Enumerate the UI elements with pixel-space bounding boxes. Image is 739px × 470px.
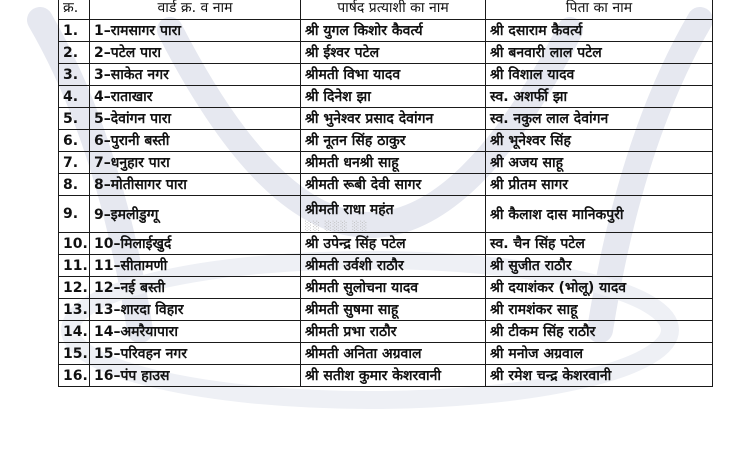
cell-father: श्री अजय साहू: [486, 152, 713, 174]
cell-father: श्री सुजीत राठौर: [486, 255, 713, 277]
cell-candidate: श्री भुनेश्वर प्रसाद देवांगन: [301, 108, 486, 130]
cell-serial: 9.: [59, 196, 90, 233]
header-father: पिता का नाम: [486, 0, 713, 20]
cell-serial: 5.: [59, 108, 90, 130]
table-row: [59, 130, 713, 152]
candidate-table: [58, 0, 713, 387]
cell-ward: 1–रामसागर पारा: [90, 20, 301, 42]
cell-serial: 6.: [59, 130, 90, 152]
cell-candidate: श्री युगल किशोर कैवर्त्य: [301, 20, 486, 42]
blurred-text-artifact: ░░ ░░░ ░░: [305, 222, 369, 232]
cell-candidate: श्री सतीश कुमार केशरवानी: [301, 365, 486, 387]
cell-serial: 16.: [59, 365, 90, 387]
table-row: [59, 42, 713, 64]
cell-candidate: श्रीमती सुषमा साहू: [301, 299, 486, 321]
cell-serial: 14.: [59, 321, 90, 343]
table-row: [59, 174, 713, 196]
table-row: [59, 343, 713, 365]
cell-father: स्व. चैन सिंह पटेल: [486, 233, 713, 255]
cell-ward: 13–शारदा विहार: [90, 299, 301, 321]
cell-father: श्री मनोज अग्रवाल: [486, 343, 713, 365]
cell-candidate: श्री उपेन्द्र सिंह पटेल: [301, 233, 486, 255]
cell-father: श्री टीकम सिंह राठौर: [486, 321, 713, 343]
cell-father: श्री दयाशंकर (भोलू) यादव: [486, 277, 713, 299]
cell-father: श्री दसाराम कैवर्त्य: [486, 20, 713, 42]
table-row: [59, 86, 713, 108]
table-row: [59, 20, 713, 42]
cell-serial: 3.: [59, 64, 90, 86]
cell-serial: 13.: [59, 299, 90, 321]
cell-serial: 8.: [59, 174, 90, 196]
cell-candidate: श्री ईश्वर पटेल: [301, 42, 486, 64]
cell-ward: 6–पुरानी बस्ती: [90, 130, 301, 152]
cell-ward: 16–पंप हाउस: [90, 365, 301, 387]
table-row: [59, 233, 713, 255]
header-ward: वार्ड क्र. व नाम: [90, 0, 301, 20]
table-header-row: [59, 0, 713, 20]
cell-serial: 7.: [59, 152, 90, 174]
cell-candidate: श्रीमती उर्वशी राठौर: [301, 255, 486, 277]
header-serial: क्र.: [59, 0, 90, 20]
table-row: [59, 365, 713, 387]
cell-father: श्री भूनेश्वर सिंह: [486, 130, 713, 152]
cell-father: श्री कैलाश दास मानिकपुरी: [486, 196, 713, 233]
cell-father: स्व. अशर्फी झा: [486, 86, 713, 108]
cell-ward: 4–राताखार: [90, 86, 301, 108]
cell-serial: 11.: [59, 255, 90, 277]
cell-candidate: श्री दिनेश झा: [301, 86, 486, 108]
cell-candidate: [301, 196, 486, 233]
cell-serial: 2.: [59, 42, 90, 64]
table-row: [59, 196, 713, 233]
table-row: [59, 64, 713, 86]
cell-father: श्री बनवारी लाल पटेल: [486, 42, 713, 64]
cell-ward: 5–देवांगन पारा: [90, 108, 301, 130]
cell-ward: 10–मिलाईखुर्द: [90, 233, 301, 255]
cell-ward: 11–सीतामणी: [90, 255, 301, 277]
cell-candidate: श्री नूतन सिंह ठाकुर: [301, 130, 486, 152]
cell-ward: 15–परिवहन नगर: [90, 343, 301, 365]
cell-father: श्री रामशंकर साहू: [486, 299, 713, 321]
cell-father: स्व. नकुल लाल देवांगन: [486, 108, 713, 130]
cell-ward: 7–धनुहार पारा: [90, 152, 301, 174]
cell-serial: 10.: [59, 233, 90, 255]
cell-serial: 15.: [59, 343, 90, 365]
cell-serial: 1.: [59, 20, 90, 42]
cell-ward: 2–पटेल पारा: [90, 42, 301, 64]
cell-ward: 3–साकेत नगर: [90, 64, 301, 86]
cell-serial: 12.: [59, 277, 90, 299]
cell-father: श्री विशाल यादव: [486, 64, 713, 86]
cell-ward: 9–इमलीडुग्गू: [90, 196, 301, 233]
cell-candidate: श्रीमती अनिता अग्रवाल: [301, 343, 486, 365]
header-candidate: पार्षद प्रत्याशी का नाम: [301, 0, 486, 20]
cell-ward: 12–नई बस्ती: [90, 277, 301, 299]
cell-father: श्री रमेश चन्द्र केशरवानी: [486, 365, 713, 387]
cell-candidate: श्रीमती सुलोचना यादव: [301, 277, 486, 299]
cell-serial: 4.: [59, 86, 90, 108]
table-row: [59, 152, 713, 174]
cell-ward: 14–अमरैयापारा: [90, 321, 301, 343]
cell-ward: 8–मोतीसागर पारा: [90, 174, 301, 196]
cell-candidate: श्रीमती धनश्री साहू: [301, 152, 486, 174]
table-row: [59, 277, 713, 299]
cell-candidate: श्रीमती रूबी देवी सागर: [301, 174, 486, 196]
cell-candidate: श्रीमती विभा यादव: [301, 64, 486, 86]
table-row: [59, 321, 713, 343]
cell-candidate-name: श्रीमती राधा महंत: [305, 202, 394, 218]
table-row: [59, 255, 713, 277]
table-row: [59, 299, 713, 321]
table-row: [59, 108, 713, 130]
cell-father: श्री प्रीतम सागर: [486, 174, 713, 196]
cell-candidate: श्रीमती प्रभा राठौर: [301, 321, 486, 343]
